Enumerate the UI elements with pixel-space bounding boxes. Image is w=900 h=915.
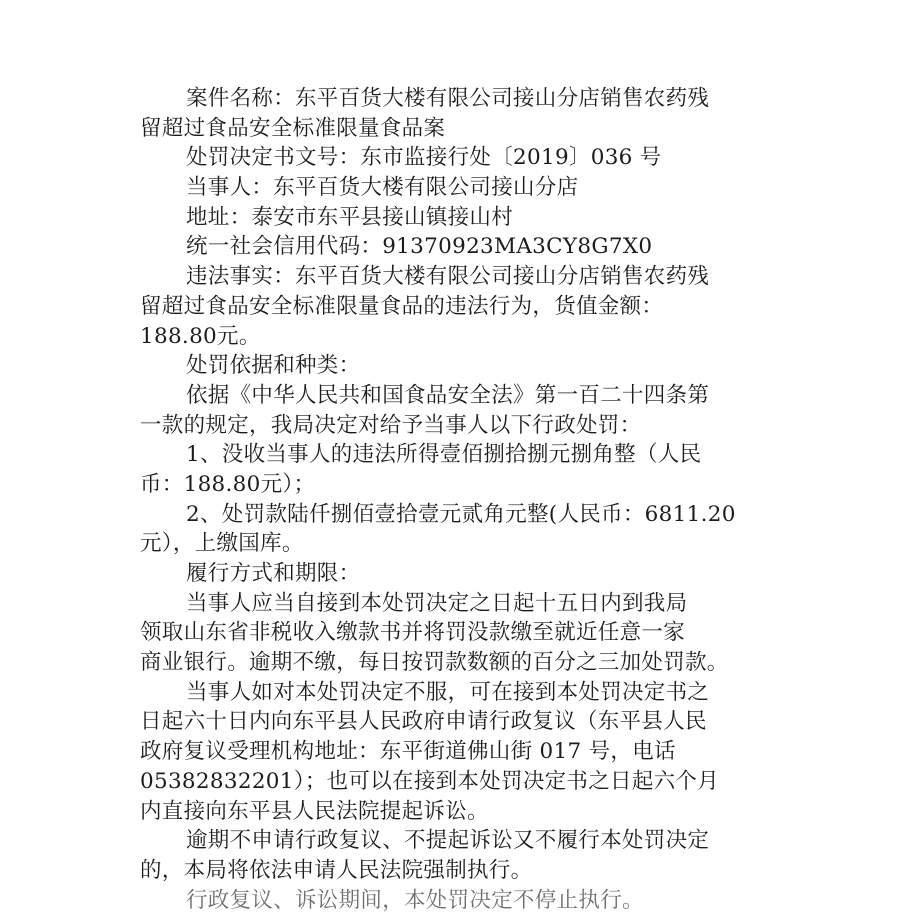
- document-line: 统一社会信用代码：91370923MA3CY8G7X0: [186, 234, 653, 260]
- document-line: 地址：泰安市东平县接山镇接山村: [186, 204, 514, 230]
- document-line: 1、没收当事人的违法所得壹佰捌拾捌元捌角整（人民: [186, 442, 702, 468]
- document-line: 处罚决定书文号：东市监接行处〔2019〕036 号: [186, 145, 662, 171]
- document-body: [140, 84, 780, 915]
- document-line: 元），上缴国库。: [140, 531, 304, 557]
- document-line: 政府复议受理机构地址：东平街道佛山街 017 号，电话: [140, 739, 676, 765]
- document-line: 当事人：东平百货大楼有限公司接山分店: [186, 175, 579, 201]
- document-line: 履行方式和期限：: [186, 561, 361, 586]
- document-line: 行政复议、诉讼期间，本处罚决定不停止执行。: [186, 887, 644, 913]
- document-line: 内直接向东平县人民法院提起诉讼。: [140, 798, 489, 824]
- document-line: 逾期不申请行政复议、不提起诉讼又不履行本处罚决定: [186, 828, 710, 854]
- document-line: 日起六十日内向东平县人民政府申请行政复议（东平县人民: [140, 709, 707, 735]
- document-line: 案件名称：东平百货大楼有限公司接山分店销售农药残: [186, 86, 710, 111]
- document-line: 违法事实：东平百货大楼有限公司接山分店销售农药残: [186, 264, 710, 290]
- document-line: 188.80元。: [140, 323, 261, 349]
- document-line: 商业银行。逾期不缴，每日按罚款数额的百分之三加处罚款。: [140, 650, 729, 676]
- document-line: 处罚依据和种类：: [186, 353, 361, 379]
- document-line: 当事人应当自接到本处罚决定之日起十五日内到我局: [186, 590, 688, 616]
- document-line: 2、处罚款陆仟捌佰壹拾壹元贰角元整(人民币：6811.20: [186, 501, 736, 527]
- document-line: 当事人如对本处罚决定不服，可在接到本处罚决定书之: [186, 679, 710, 705]
- document-line: 的，本局将依法申请人民法院强制执行。: [140, 857, 533, 883]
- document-line: 留超过食品安全标准限量食品案: [140, 115, 446, 141]
- document-line: 05382832201）；也可以在接到本处罚决定书之日起六个月: [140, 768, 720, 794]
- document-line: 领取山东省非税收入缴款书并将罚没款缴至就近任意一家: [140, 620, 686, 646]
- document-line: 依据《中华人民共和国食品安全法》第一百二十四条第: [186, 382, 710, 408]
- document-line: 币：188.80元）；: [140, 471, 316, 497]
- document-line: 一款的规定，我局决定对给予当事人以下行政处罚：: [140, 412, 642, 438]
- document-line: 留超过食品安全标准限量食品的违法行为，货值金额：: [140, 293, 664, 319]
